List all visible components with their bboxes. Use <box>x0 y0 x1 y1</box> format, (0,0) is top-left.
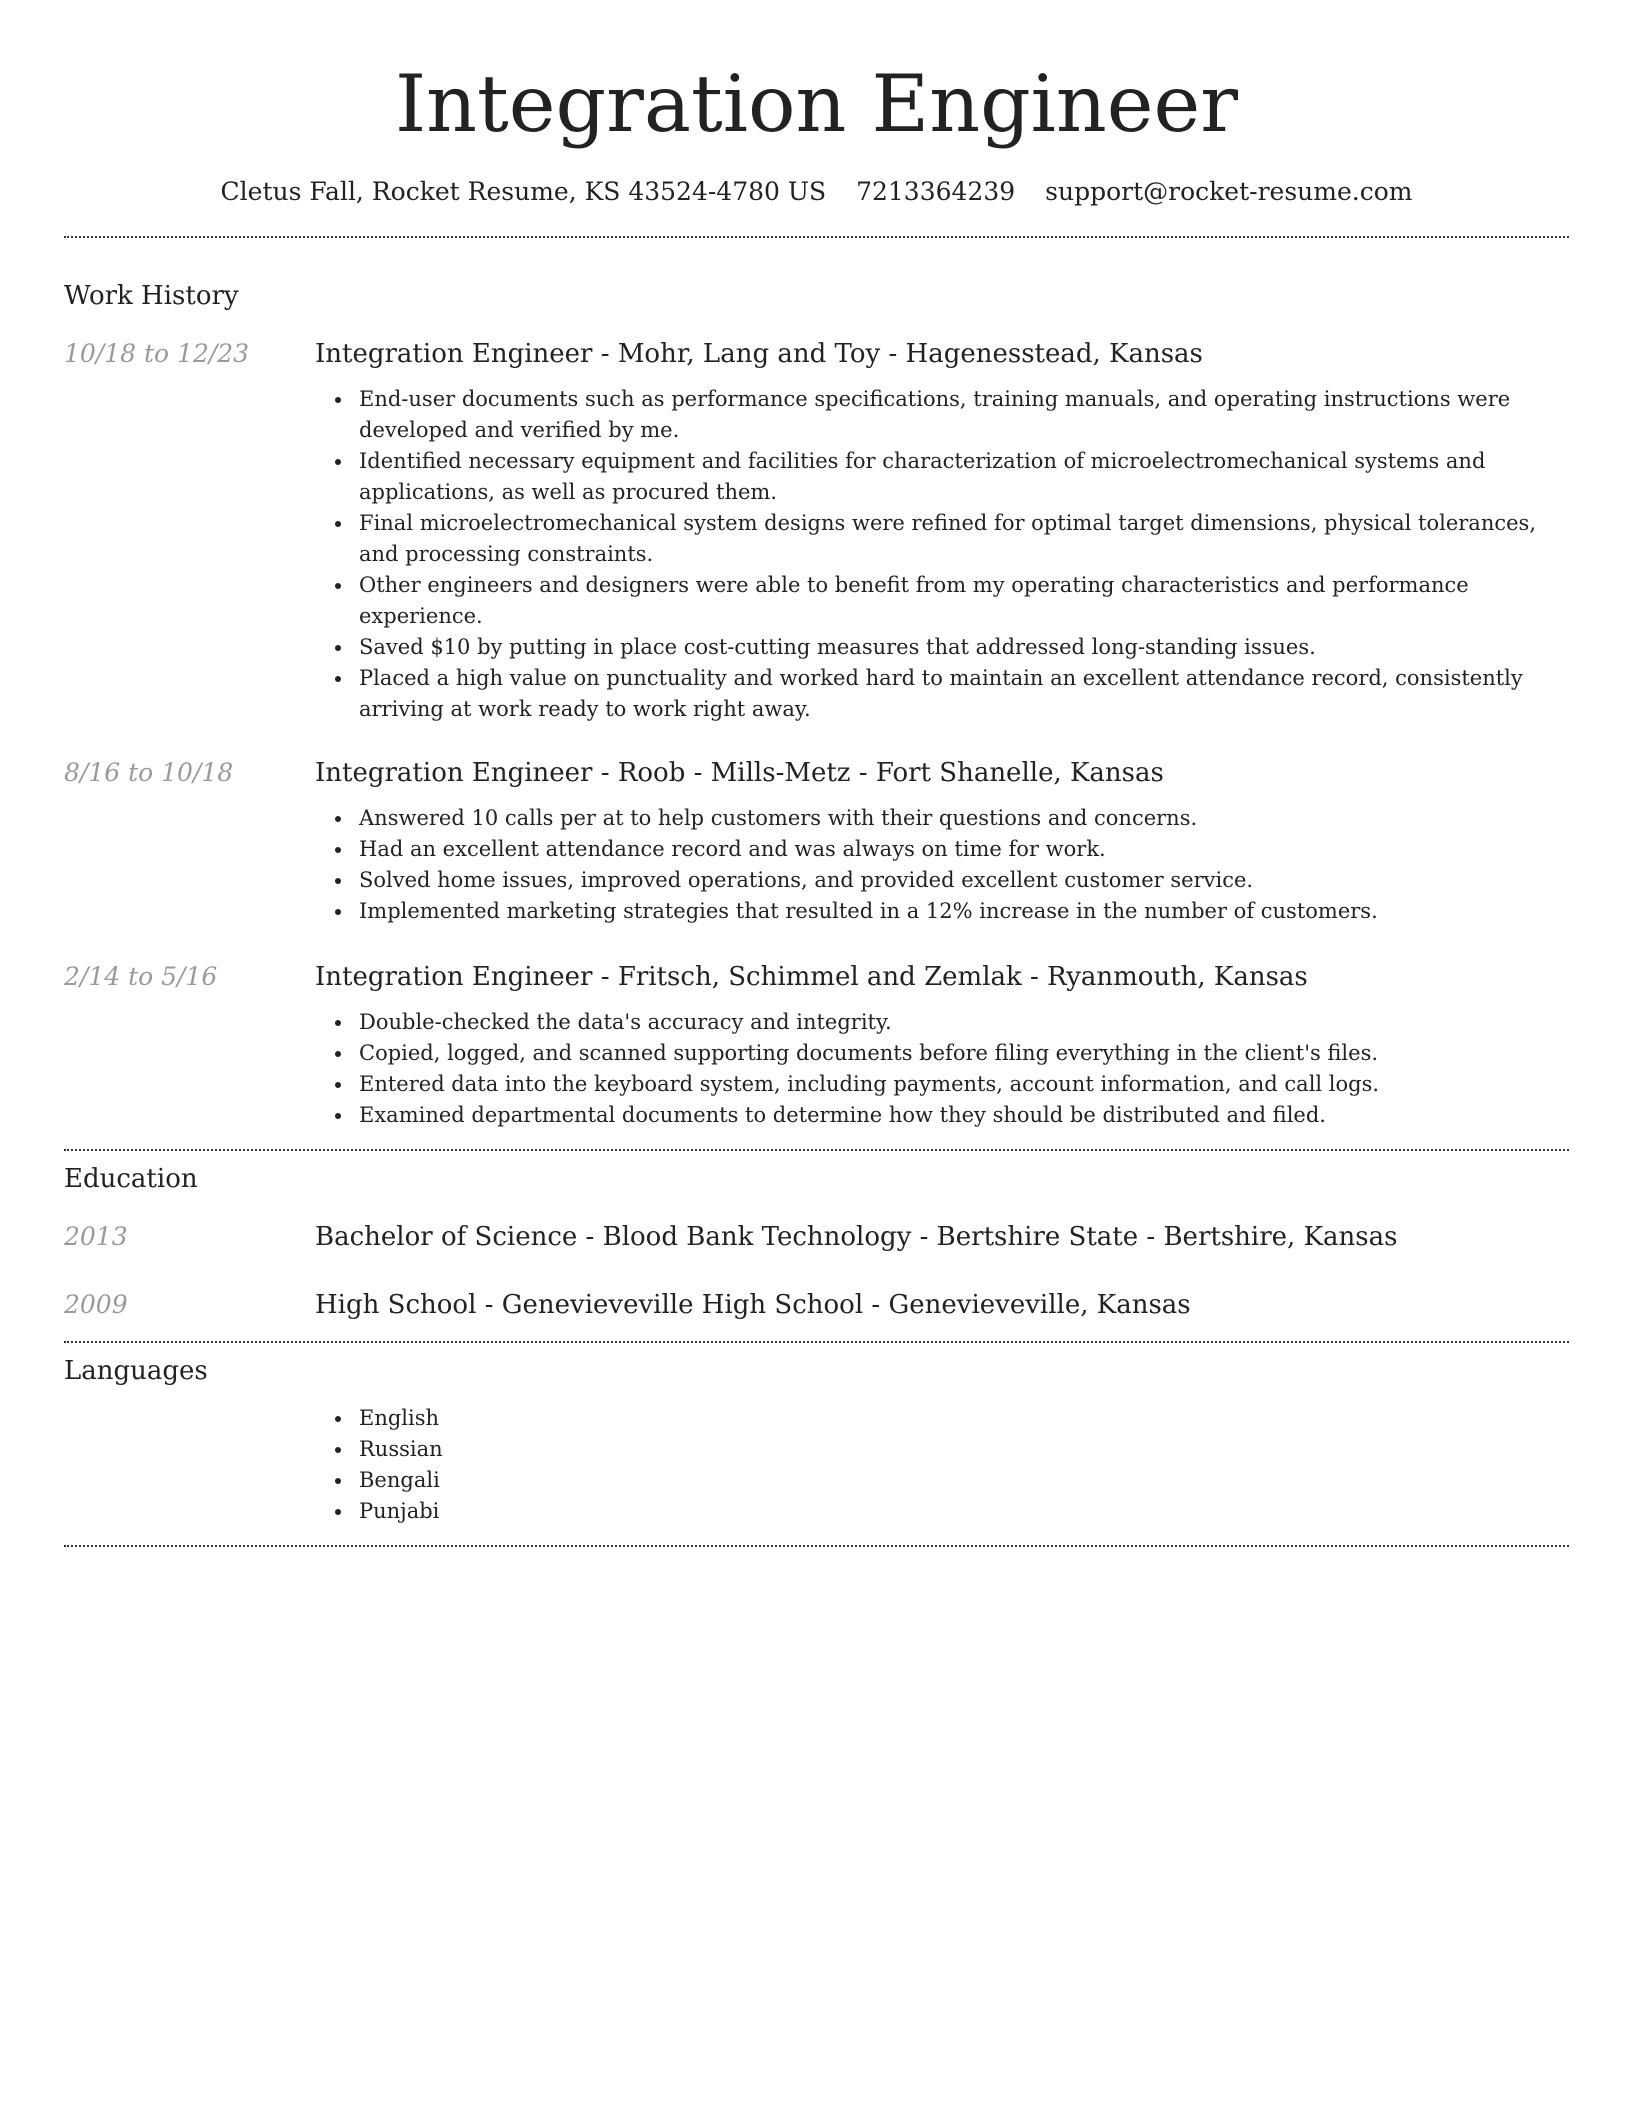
job-title: Integration Engineer <box>315 962 593 992</box>
job-title: Integration Engineer <box>315 758 593 788</box>
job-bullet: Placed a high value on punctuality and worked hard to maintain an excellent attendance record, consistently arriving at work ready to work right away. <box>359 663 1569 725</box>
language-item: Russian <box>359 1434 1569 1465</box>
job-bullets <box>315 1007 1569 1131</box>
language-item: Punjabi <box>359 1496 1569 1527</box>
education-heading-line: High School - Genevieveville High School - Genevieveville, Kansas <box>315 1290 1191 1320</box>
job-bullets <box>315 384 1569 725</box>
languages-list <box>315 1403 1569 1527</box>
divider <box>64 236 1569 238</box>
divider <box>64 1149 1569 1151</box>
language-item: Bengali <box>359 1465 1569 1496</box>
education-heading-line: Bachelor of Science - Blood Bank Technology - Bertshire State - Bertshire, Kansas <box>315 1222 1398 1252</box>
resume-title: Integration Engineer <box>394 58 1239 150</box>
languages-entry <box>64 1403 1569 1527</box>
job-bullet: Had an excellent attendance record and was always on time for work. <box>359 834 1569 865</box>
job-heading: Integration Engineer - Mohr, Lang and Toy - Hagenesstead, Kansas <box>315 339 1203 369</box>
job-company: Roob - Mills-Metz <box>617 758 851 788</box>
job-location: Fort Shanelle, Kansas <box>875 758 1164 788</box>
contact-email: support@rocket-resume.com <box>1045 177 1413 206</box>
languages-section <box>64 1353 1569 1527</box>
education-location: Genevieveville, Kansas <box>888 1290 1191 1320</box>
job-bullet: Examined departmental documents to determine how they should be distributed and filed. <box>359 1100 1569 1131</box>
education-degree: Bachelor of Science <box>315 1222 578 1252</box>
job-bullet: Implemented marketing strategies that resulted in a 12% increase in the number of customers. <box>359 896 1569 927</box>
job-bullet: Answered 10 calls per at to help customers with their questions and concerns. <box>359 803 1569 834</box>
contact-address: Cletus Fall, Rocket Resume, KS 43524-4780 US <box>220 177 827 206</box>
work-history-section <box>64 278 1569 1131</box>
education-heading: Education <box>64 1164 198 1194</box>
job-bullet: Other engineers and designers were able to benefit from my operating characteristics and performance experience. <box>359 570 1569 632</box>
education-location: Bertshire, Kansas <box>1163 1222 1398 1252</box>
language-item: English <box>359 1403 1569 1434</box>
divider <box>64 1341 1569 1343</box>
job-bullet: End-user documents such as performance specifications, training manuals, and operating instructions were developed and verified by me. <box>359 384 1569 446</box>
education-degree: High School <box>315 1290 477 1320</box>
education-entry <box>64 1287 1569 1323</box>
job-entry <box>64 959 1569 1131</box>
job-bullet: Final microelectromechanical system designs were refined for optimal target dimensions, physical tolerances, and processing constraints. <box>359 508 1569 570</box>
education-section <box>64 1161 1569 1323</box>
work-history-heading: Work History <box>64 281 239 311</box>
job-heading: Integration Engineer - Fritsch, Schimmel and Zemlak - Ryanmouth, Kansas <box>315 962 1308 992</box>
languages-heading: Languages <box>64 1356 208 1386</box>
education-school: Bertshire State <box>936 1222 1139 1252</box>
job-bullet: Saved $10 by putting in place cost-cutting measures that addressed long-standing issues. <box>359 632 1569 663</box>
job-bullet: Solved home issues, improved operations, and provided excellent customer service. <box>359 865 1569 896</box>
job-bullet: Double-checked the data's accuracy and integrity. <box>359 1007 1569 1038</box>
job-bullet: Identified necessary equipment and facilities for characterization of microelectromechanical systems and applications, as well as procured them. <box>359 446 1569 508</box>
education-year: 2009 <box>64 1290 128 1319</box>
job-bullet: Entered data into the keyboard system, including payments, account information, and call logs. <box>359 1069 1569 1100</box>
job-dates: 10/18 to 12/23 <box>64 339 250 368</box>
job-bullets <box>315 803 1569 927</box>
resume-page <box>64 0 1569 1547</box>
job-company: Fritsch, Schimmel and Zemlak <box>617 962 1022 992</box>
job-heading: Integration Engineer - Roob - Mills-Metz - Fort Shanelle, Kansas <box>315 758 1164 788</box>
contact-phone: 7213364239 <box>856 177 1016 206</box>
job-company: Mohr, Lang and Toy <box>617 339 881 369</box>
education-entry <box>64 1219 1569 1255</box>
education-school: Genevieveville High School <box>501 1290 864 1320</box>
job-location: Ryanmouth, Kansas <box>1047 962 1308 992</box>
contact-line <box>64 174 1569 210</box>
job-entry <box>64 336 1569 725</box>
education-year: 2013 <box>64 1222 128 1251</box>
divider <box>64 1545 1569 1547</box>
job-entry <box>64 755 1569 927</box>
job-title: Integration Engineer <box>315 339 593 369</box>
job-location: Hagenesstead, Kansas <box>905 339 1203 369</box>
education-field: Blood Bank Technology <box>602 1222 912 1252</box>
job-bullet: Copied, logged, and scanned supporting documents before filing everything in the client's files. <box>359 1038 1569 1069</box>
job-dates: 8/16 to 10/18 <box>64 758 234 787</box>
job-dates: 2/14 to 5/16 <box>64 962 218 991</box>
